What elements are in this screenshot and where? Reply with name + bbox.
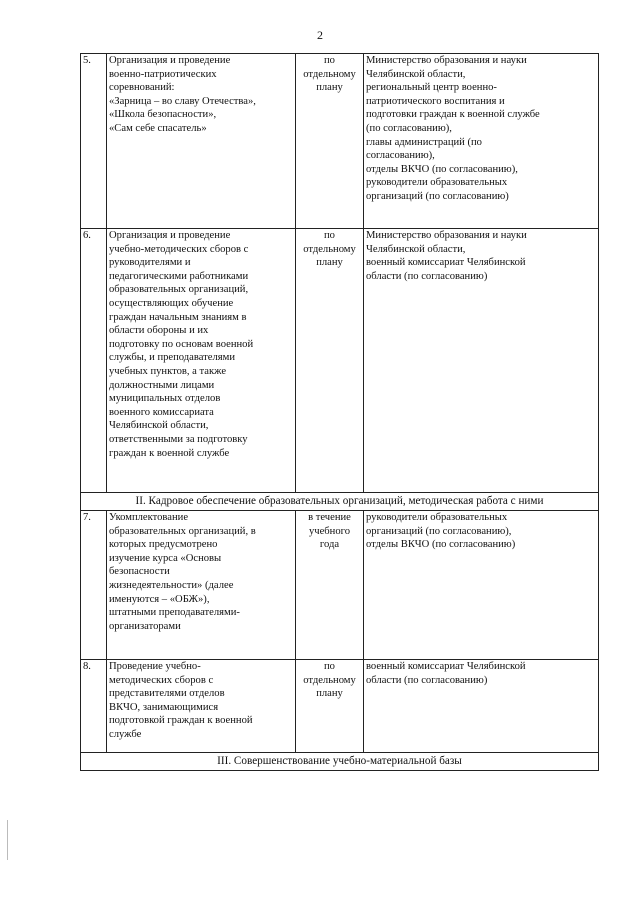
text-line: области (по согласованию) [366, 674, 488, 686]
text-line: Укомплектование [109, 512, 189, 523]
text-line: соревнований: [109, 82, 175, 94]
text-line: «Зарница – во славу Отечества», [109, 95, 256, 107]
text-line: отделы ВКЧО (по согласованию) [366, 539, 516, 551]
text-line: организаторами [109, 620, 181, 632]
row-number: 5. [81, 54, 107, 229]
text-line: должностными лицами [109, 379, 215, 391]
text-line: отдельному [303, 68, 356, 80]
row-number: 7. [81, 511, 107, 660]
text-line: плану [316, 257, 343, 269]
table-row [81, 660, 599, 753]
text-line: руководители образовательных [366, 512, 508, 523]
text-line: организаций (по согласованию) [366, 190, 509, 202]
text-line: подготовкой граждан к военной [109, 715, 253, 727]
text-line: граждан к военной службе [109, 447, 230, 459]
executors-cell [364, 511, 599, 660]
section-heading: III. Совершенствование учебно-материальной базы [81, 753, 599, 771]
text-line: согласованию), [366, 150, 435, 162]
row-number: 6. [81, 229, 107, 493]
text-line: Проведение учебно- [109, 661, 201, 672]
text-line: плану [316, 688, 343, 700]
text-line: плану [316, 82, 343, 94]
text-line: педагогическими работниками [109, 270, 249, 282]
text-line: службы, и преподавателями [109, 352, 236, 364]
table-row [81, 229, 599, 493]
event-cell [107, 660, 296, 753]
text-line: Организация и проведение [109, 230, 231, 241]
text-line: военного комиссариата [109, 406, 214, 418]
text-line: региональный центр военно- [366, 82, 497, 94]
text-line: руководители образовательных [366, 177, 508, 189]
text-line: Челябинской области, [366, 243, 466, 255]
text-line: подготовки граждан к военной службе [366, 109, 540, 121]
table-row [81, 54, 599, 229]
executors-cell [364, 660, 599, 753]
text-line: жизнедеятельности» (далее [109, 579, 234, 591]
term-cell [296, 229, 364, 493]
row-number: 8. [81, 660, 107, 753]
term-cell [296, 660, 364, 753]
event-cell [107, 511, 296, 660]
text-line: «Школа безопасности», [109, 109, 217, 121]
scan-artifact [7, 820, 8, 860]
text-line: отделы ВКЧО (по согласованию), [366, 163, 518, 175]
text-line: осуществляющих обучение [109, 297, 234, 309]
section-heading: II. Кадровое обеспечение образовательных организаций, методическая работа с ними [81, 493, 599, 511]
text-line: муниципальных отделов [109, 393, 221, 405]
event-cell [107, 229, 296, 493]
text-line: военный комиссариат Челябинской [366, 257, 526, 269]
text-line: изучение курса «Основы [109, 552, 222, 564]
text-line: службе [109, 728, 142, 740]
text-line: по [324, 230, 335, 241]
text-line: в течение [308, 512, 351, 523]
text-line: организаций (по согласованию), [366, 525, 512, 537]
table-row [81, 511, 599, 660]
text-line: штатными преподавателями- [109, 607, 240, 619]
text-line: ответственными за подготовку [109, 433, 248, 445]
text-line: подготовку по основам военной [109, 338, 254, 350]
activity-plan-table [80, 53, 599, 771]
text-line: отдельному [303, 243, 356, 255]
term-cell [296, 54, 364, 229]
text-line: Организация и проведение [109, 55, 231, 66]
text-line: военный комиссариат Челябинской [366, 661, 526, 672]
text-line: главы администраций (по [366, 136, 482, 148]
text-line: безопасности [109, 566, 170, 578]
text-line: образовательных организаций, [109, 284, 249, 296]
text-line: Челябинской области, [366, 68, 466, 80]
section-heading-row [81, 753, 599, 771]
text-line: патриотического воспитания и [366, 95, 505, 107]
text-line: учебных пунктов, а также [109, 365, 227, 377]
text-line: области (по согласованию) [366, 270, 488, 282]
text-line: учебного [308, 525, 351, 537]
text-line: которых предусмотрено [109, 539, 218, 551]
page-number: 2 [317, 28, 323, 42]
text-line: «Сам себе спасатель» [109, 122, 207, 134]
text-line: Челябинской области, [109, 420, 209, 432]
text-line: именуются – «ОБЖ»), [109, 593, 210, 605]
text-line: граждан начальным знаниям в [109, 311, 247, 323]
text-line: Министерство образования и науки [366, 230, 527, 241]
executors-cell [364, 229, 599, 493]
text-line: Министерство образования и науки [366, 55, 527, 66]
term-cell [296, 511, 364, 660]
text-line: ВКЧО, занимающимися [109, 701, 219, 713]
event-cell [107, 54, 296, 229]
section-heading-row [81, 493, 599, 511]
text-line: области обороны и их [109, 325, 209, 337]
text-line: отдельному [303, 674, 356, 686]
text-line: учебно-методических сборов с [109, 243, 249, 255]
text-line: методических сборов с [109, 674, 214, 686]
text-line: образовательных организаций, в [109, 525, 256, 537]
text-line: (по согласованию), [366, 122, 452, 134]
text-line: руководителями и [109, 257, 191, 269]
text-line: представителями отделов [109, 688, 225, 700]
text-line: года [319, 539, 340, 551]
text-line: военно-патриотических [109, 68, 217, 80]
text-line: по [324, 661, 335, 672]
text-line: по [324, 55, 335, 66]
executors-cell [364, 54, 599, 229]
